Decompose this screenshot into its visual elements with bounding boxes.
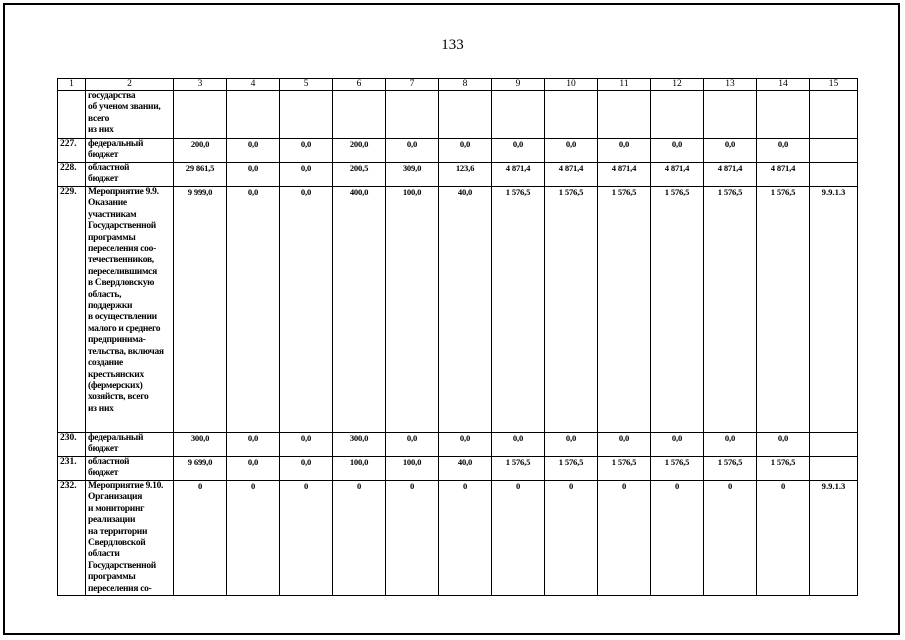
row-number: 227. [58, 139, 86, 163]
row-name: федеральный бюджет [86, 433, 174, 457]
value-cell: 4 871,4 [545, 163, 598, 187]
value-cell: 1 576,5 [545, 457, 598, 481]
value-cell: 9 699,0 [174, 457, 227, 481]
value-cell: 0,0 [280, 457, 333, 481]
target-code: 9.9.1.3 [810, 481, 858, 596]
value-cell: 309,0 [386, 163, 439, 187]
column-header: 7 [386, 79, 439, 91]
value-cell: 0,0 [545, 433, 598, 457]
table-header-row [58, 79, 858, 91]
value-cell: 1 576,5 [704, 457, 757, 481]
value-cell: 0,0 [492, 433, 545, 457]
value-cell: 0,0 [386, 139, 439, 163]
column-header: 3 [174, 79, 227, 91]
table-row [58, 163, 858, 187]
table-row [58, 139, 858, 163]
column-header: 11 [598, 79, 651, 91]
value-cell: 100,0 [386, 457, 439, 481]
value-cell [386, 91, 439, 139]
table-row [58, 433, 858, 457]
value-cell: 200,5 [333, 163, 386, 187]
column-header: 13 [704, 79, 757, 91]
row-name: государства об ученом звании, всего из них [86, 91, 174, 139]
column-header: 15 [810, 79, 858, 91]
column-header: 4 [227, 79, 280, 91]
target-code [810, 91, 858, 139]
value-cell: 0 [386, 481, 439, 596]
value-cell: 100,0 [333, 457, 386, 481]
row-number: 228. [58, 163, 86, 187]
value-cell: 40,0 [439, 457, 492, 481]
column-header: 10 [545, 79, 598, 91]
value-cell: 1 576,5 [545, 187, 598, 433]
value-cell [492, 91, 545, 139]
value-cell [333, 91, 386, 139]
value-cell [227, 91, 280, 139]
value-cell: 1 576,5 [598, 187, 651, 433]
column-header: 2 [86, 79, 174, 91]
value-cell: 0 [492, 481, 545, 596]
value-cell: 0,0 [704, 139, 757, 163]
column-header: 14 [757, 79, 810, 91]
value-cell: 300,0 [174, 433, 227, 457]
value-cell: 1 576,5 [492, 457, 545, 481]
value-cell [439, 91, 492, 139]
value-cell: 0 [598, 481, 651, 596]
budget-table [57, 78, 858, 596]
value-cell: 4 871,4 [598, 163, 651, 187]
value-cell: 100,0 [386, 187, 439, 433]
table-row [58, 187, 858, 433]
value-cell: 4 871,4 [704, 163, 757, 187]
value-cell: 0,0 [386, 433, 439, 457]
value-cell: 1 576,5 [651, 187, 704, 433]
value-cell: 1 576,5 [704, 187, 757, 433]
target-code: 9.9.1.3 [810, 187, 858, 433]
column-header: 1 [58, 79, 86, 91]
value-cell: 4 871,4 [492, 163, 545, 187]
value-cell: 1 576,5 [651, 457, 704, 481]
value-cell: 0 [757, 481, 810, 596]
value-cell: 200,0 [174, 139, 227, 163]
row-number: 229. [58, 187, 86, 433]
value-cell: 40,0 [439, 187, 492, 433]
value-cell: 200,0 [333, 139, 386, 163]
value-cell [704, 91, 757, 139]
value-cell: 1 576,5 [757, 457, 810, 481]
column-header: 6 [333, 79, 386, 91]
value-cell: 29 861,5 [174, 163, 227, 187]
value-cell: 1 576,5 [492, 187, 545, 433]
value-cell: 9 999,0 [174, 187, 227, 433]
value-cell: 300,0 [333, 433, 386, 457]
value-cell [545, 91, 598, 139]
value-cell: 0 [174, 481, 227, 596]
row-name: областной бюджет [86, 457, 174, 481]
value-cell: 0,0 [280, 139, 333, 163]
row-name: Мероприятие 9.9. Оказание участникам Государственной программы переселения соо- течественников, переселившимся в Свердловскую область, поддержки в осуществлении малого и среднего предпринима- тельства, включая создание крестьянских (фермерских) хозяйств, всего из них [86, 187, 174, 433]
value-cell: 0,0 [651, 139, 704, 163]
value-cell: 0,0 [651, 433, 704, 457]
row-number [58, 91, 86, 139]
value-cell: 123,6 [439, 163, 492, 187]
value-cell: 0,0 [227, 457, 280, 481]
row-name: федеральный бюджет [86, 139, 174, 163]
column-header: 12 [651, 79, 704, 91]
column-header: 9 [492, 79, 545, 91]
value-cell [280, 91, 333, 139]
value-cell: 4 871,4 [651, 163, 704, 187]
value-cell: 400,0 [333, 187, 386, 433]
target-code [810, 163, 858, 187]
value-cell: 0,0 [598, 139, 651, 163]
value-cell: 0,0 [280, 163, 333, 187]
value-cell [651, 91, 704, 139]
row-name: Мероприятие 9.10. Организация и мониторинг реализации на территории Свердловской области Государственной программы переселения со- [86, 481, 174, 596]
value-cell: 0,0 [545, 139, 598, 163]
value-cell: 0,0 [439, 139, 492, 163]
value-cell: 0,0 [757, 139, 810, 163]
value-cell: 0,0 [598, 433, 651, 457]
row-number: 232. [58, 481, 86, 596]
value-cell [174, 91, 227, 139]
value-cell: 0 [439, 481, 492, 596]
value-cell: 0,0 [704, 433, 757, 457]
value-cell: 0,0 [227, 433, 280, 457]
target-code [810, 139, 858, 163]
table-row [58, 91, 858, 139]
value-cell: 0,0 [280, 433, 333, 457]
value-cell: 0 [545, 481, 598, 596]
row-number: 231. [58, 457, 86, 481]
value-cell: 0,0 [280, 187, 333, 433]
value-cell: 0,0 [757, 433, 810, 457]
value-cell: 0,0 [227, 187, 280, 433]
value-cell: 0,0 [227, 163, 280, 187]
value-cell: 0 [651, 481, 704, 596]
page-number: 133 [441, 37, 464, 53]
value-cell: 1 576,5 [757, 187, 810, 433]
value-cell: 0 [227, 481, 280, 596]
table-row [58, 481, 858, 596]
target-code [810, 457, 858, 481]
target-code [810, 433, 858, 457]
column-header: 5 [280, 79, 333, 91]
value-cell [757, 91, 810, 139]
value-cell: 0 [280, 481, 333, 596]
value-cell: 0,0 [492, 139, 545, 163]
value-cell [598, 91, 651, 139]
row-number: 230. [58, 433, 86, 457]
value-cell: 0 [704, 481, 757, 596]
value-cell: 4 871,4 [757, 163, 810, 187]
value-cell: 0,0 [227, 139, 280, 163]
table-row [58, 457, 858, 481]
value-cell: 0,0 [439, 433, 492, 457]
row-name: областной бюджет [86, 163, 174, 187]
value-cell: 1 576,5 [598, 457, 651, 481]
value-cell: 0 [333, 481, 386, 596]
column-header: 8 [439, 79, 492, 91]
